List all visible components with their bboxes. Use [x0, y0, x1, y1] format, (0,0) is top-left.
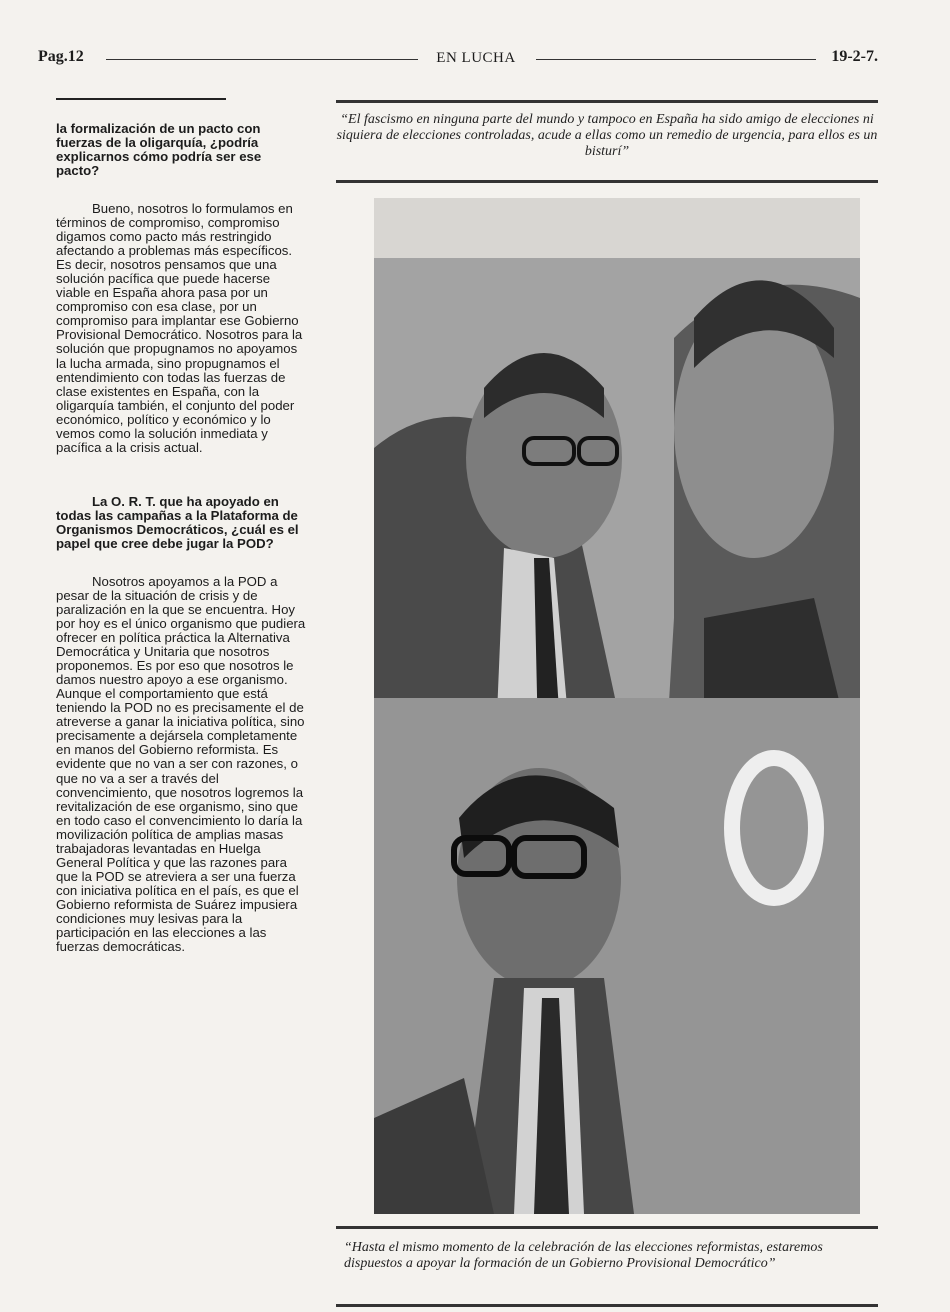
interview-answer-2: Nosotros apoyamos a la POD a pesar de la situación de crisis y de paralización en la que se encuentra. Hoy por hoy es el único organismo que pudiera ofrecer en política práctica la Alternativa Democrática y Unitaria que nosotros proponemos. Es por eso que nosotros le damos nuestro apoyo a ese organismo. Aunque el comportamiento que está teniendo la POD no es precisamente el de atreverse a ganar la iniciativa política, sino precisamente a dejársela completamente en manos del Gobierno reformista. Es evidente que no van a ser con razones, o que no va a ser a través del convencimiento, que nosotros logremos la revitalización de ese organismo, sino que en todo caso el convencimiento lo daría la movilización política de amplias masas trabajadoras levantadas en Huelga General Política y que las razones para que la POD se atreviera a ser una fuerza con iniciativa política en el país, es que el Gobierno reformista de Suárez impusiera condiciones muy lesivas para la participación en las elecciones a las fuerzas democráticas.: [56, 573, 306, 955]
interview-question-2: La O. R. T. que ha apoyado en todas las campañas a la Plataforma de Organismos Democráticos, ¿cuál es el papel que cree debe jugar la POD?: [56, 493, 299, 551]
interview-question-1: la formalización de un pacto con fuerzas de la oligarquía, ¿podría explicarnos cómo podría ser ese pacto?: [56, 121, 262, 178]
interview-answer-1: Bueno, nosotros lo formulamos en términos de compromiso, compromiso digamos como pacto más restringido afectando a problemas más específicos. Es decir, nosotros pensamos que una solución pacífica que puede hacerse viable en España ahora pasa por un compromiso con esa clase, por un compromiso para implantar ese Gobierno Provisional Democrático. Nosotros para la solución que propugnamos no apoyamos la lucha armada, sino propugnamos el entendimiento con todas las fuerzas de clase existentes en España, con la oligarquía también, el conjunto del poder económico, político y económico y lo vemos como la solución inmediata y pacífica a la crisis actual.: [56, 201, 303, 455]
header-rule-left: [106, 59, 418, 60]
publication-title: EN LUCHA: [436, 50, 516, 66]
page-header: [38, 48, 878, 70]
caption-bottom-rule: [336, 1304, 878, 1307]
header-rule-right: [536, 59, 816, 60]
photo-man-glasses: [374, 698, 860, 1214]
column-top-rule: [56, 98, 226, 100]
caption-top-rule: [336, 1226, 878, 1229]
spacer: [56, 455, 306, 495]
quote-top-rule: [336, 100, 878, 103]
pull-quote-top: “El fascismo en ninguna parte del mundo y tampoco en España ha sido amigo de elecciones ni siquiera de elecciones controladas, acude a ellas como un remedio de urgencia, para ellos es un bisturí”: [336, 112, 878, 159]
page-number: Pag.12: [38, 48, 84, 65]
interview-column: [56, 98, 306, 954]
photo-man-glasses-illustration: [374, 698, 860, 1214]
quote-bottom-rule: [336, 180, 878, 183]
pull-quote-bottom: “Hasta el mismo momento de la celebración de las elecciones reformistas, estaremos dispuestos a apoyar la formación de un Gobierno Provisional Democrático”: [344, 1240, 823, 1271]
issue-date: 19-2-7.: [831, 48, 878, 65]
